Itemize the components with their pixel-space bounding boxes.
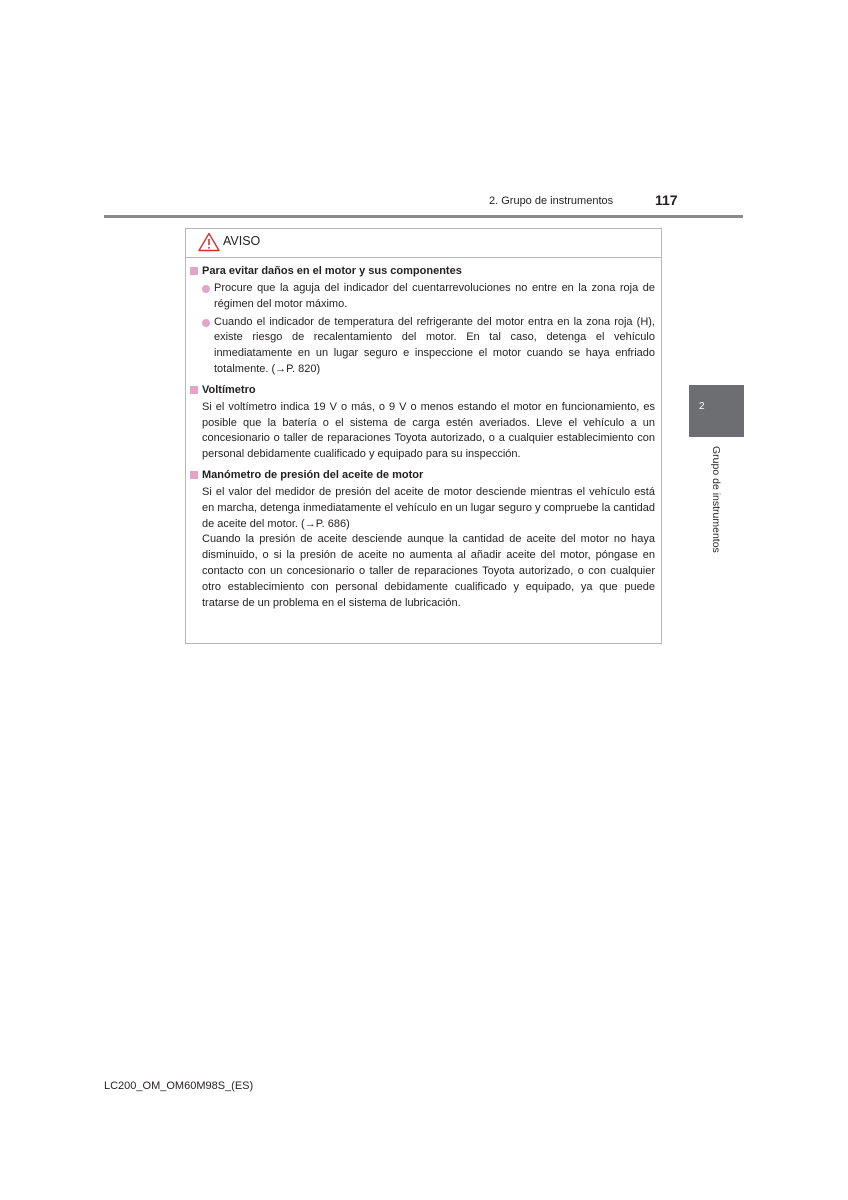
section-heading-text: Para evitar daños en el motor y sus componentes	[202, 265, 462, 277]
warning-triangle-icon	[198, 232, 220, 252]
section-heading-text: Voltímetro	[202, 383, 256, 396]
warning-box	[185, 228, 662, 644]
round-bullet-icon	[202, 319, 210, 327]
bullet-text: Cuando el indicador de temperatura del refrigerante del motor entra en la zona roja (H), existe riesgo de recalentamiento del motor. En tal caso, detenga el vehículo inmediatamente en un lugar seguro e inspeccione el motor cuando se haya enfriado totalmente. (→P. 820)	[214, 315, 655, 375]
section-heading-oil-pressure	[190, 468, 661, 483]
header-rule	[104, 215, 743, 218]
section-heading-engine	[190, 264, 661, 279]
warning-title: AVISO	[223, 234, 261, 248]
chapter-tab-number: 2	[699, 401, 705, 412]
footer-code: LC200_OM_OM60M98S_(ES)	[104, 1080, 254, 1092]
round-bullet-icon	[202, 285, 210, 293]
square-bullet-icon	[190, 267, 198, 275]
bullet-item	[202, 315, 655, 378]
square-bullet-icon	[190, 471, 198, 479]
section-paragraph: Si el valor del medidor de presión del aceite de motor desciende mientras el vehículo está en marcha, detenga inmediatamente el vehículo en un lugar seguro y compruebe la cantidad de aceite del motor. (→P. 686)	[202, 485, 655, 530]
bullet-text: Procure que la aguja del indicador del cuentarrevoluciones no entre en la zona roja de régimen del motor máximo.	[214, 282, 655, 310]
section-paragraph: Cuando la presión de aceite desciende aunque la cantidad de aceite del motor no haya disminuido, o si la presión de aceite no aumenta al añadir aceite del motor, póngase en contacto con un concesionario o taller de reparaciones Toyota autorizado, o con cualquier otro establecimiento con personal debidamente cualificado y equipado, ya que puede tratarse de un problema en el sistema de lubricación.	[202, 533, 655, 609]
section-heading-voltmeter	[190, 383, 661, 398]
header-section-title: 2. Grupo de instrumentos	[489, 195, 614, 207]
warning-header	[186, 229, 661, 258]
square-bullet-icon	[190, 386, 198, 394]
chapter-tab	[689, 385, 744, 437]
section-paragraph: Si el voltímetro indica 19 V o más, o 9 V o menos estando el motor en funcionamiento, es posible que la batería o el sistema de carga estén averiados. Lleve el vehículo a un concesionario o taller de reparaciones Toyota autorizado, o a cualquier establecimiento con personal debidamente cualificado y equipado para su inspección.	[202, 400, 655, 461]
section-heading-text: Manómetro de presión del aceite de motor	[202, 468, 424, 481]
page-number: 117	[655, 192, 678, 208]
warning-content	[186, 264, 661, 611]
chapter-tab-label: Grupo de instrumentos	[710, 446, 722, 553]
bullet-item	[202, 281, 655, 313]
